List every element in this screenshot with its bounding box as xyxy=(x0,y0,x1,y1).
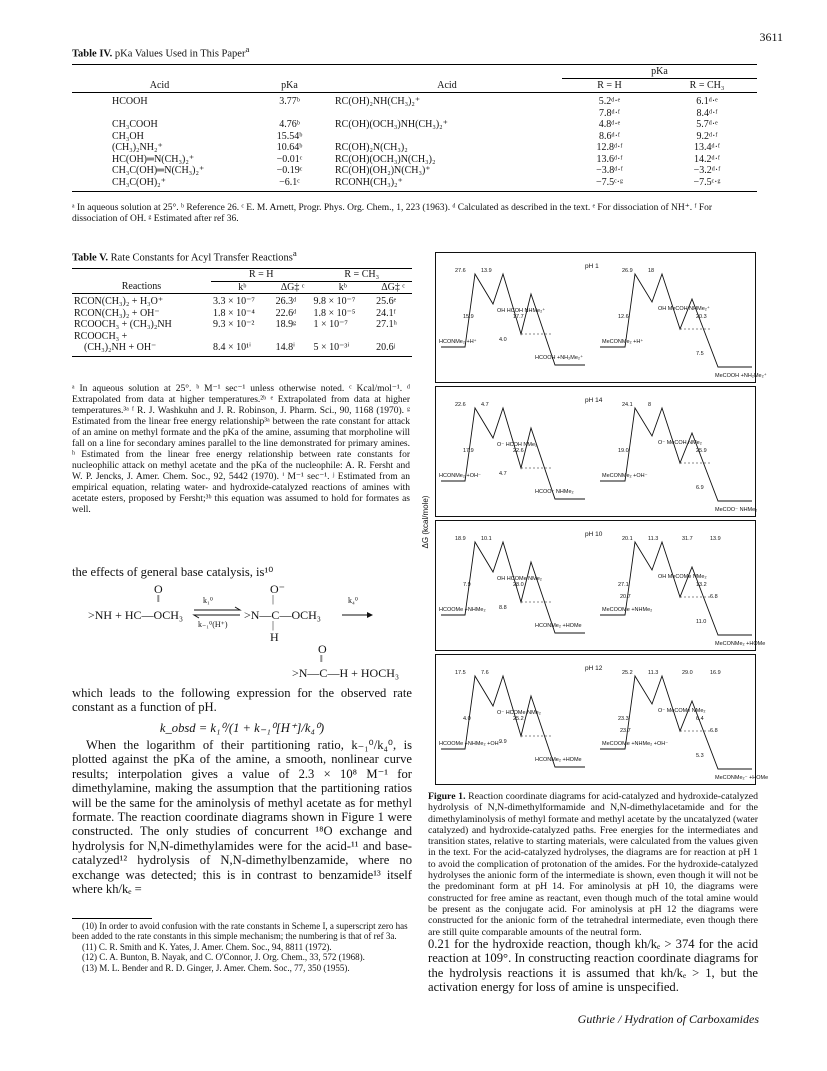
cell: HCOOH xyxy=(112,96,148,107)
panel-ph-label: pH 1 xyxy=(585,263,599,270)
energy-value-label: 6.4 xyxy=(696,716,704,722)
table4-caption-text: pKa Values Used in This Paper xyxy=(114,48,246,60)
cell: 12.8ᵈ·ᶠ xyxy=(596,142,623,153)
rate-equation: k_obsd = k₁⁰/(1 + k₋₁⁰[H⁺]/k₄⁰) xyxy=(159,721,325,735)
cell: −7.5ᶜ·ᵍ xyxy=(562,177,657,192)
cell: 26.3ᵈ xyxy=(275,296,297,307)
energy-value-label: 5.3 xyxy=(696,753,704,759)
cell: RCON(CH₃)₂ + OH⁻ xyxy=(74,307,160,319)
cell: 15.54ᵇ xyxy=(276,130,303,142)
energy-value-label: 7.9 xyxy=(463,582,471,588)
reference-13: (13) M. L. Bender and R. D. Ginger, J. Amer. Chem. Soc., 77, 350 (1955). xyxy=(82,962,350,973)
energy-value-label: 24.1 xyxy=(622,402,633,408)
cell: 8.6ᵈ·ᶠ xyxy=(598,130,621,142)
cell: 20.6ʲ xyxy=(374,342,412,356)
cell xyxy=(311,331,374,343)
cell: 13.6ᵈ·ᶠ xyxy=(596,153,623,165)
table5 xyxy=(72,268,412,357)
right-product-label: MeCONMe₂⁻ +HOMe xyxy=(715,775,769,781)
left-product-label: HCOOH +NH₂Me₂⁺ xyxy=(535,355,583,361)
left-product-label: HCOO⁻ NHMe₂ xyxy=(535,489,574,495)
table5-caption-sup: a xyxy=(292,248,297,258)
general-base-line: the effects of general base catalysis, is¹⁰ xyxy=(72,565,274,579)
cell: 24.1ᶠ xyxy=(376,307,396,319)
cell: HC(OH)═N(CH₃)₂⁺ xyxy=(112,153,195,165)
figure-y-axis-label xyxy=(421,472,435,572)
right-paragraph: 0.21 for the hydroxide reaction, though kh/kₑ > 374 for the acid reaction at 109°. In constructing reaction coordinate diagrams for the hydrolysis reactions it is assumed that kh/kₑ > 1, but the activation energy for loss of amine is unspecified. xyxy=(428,937,758,995)
table5-rh-header: R = H xyxy=(211,269,312,282)
scheme-oxygen-1: O xyxy=(154,582,163,596)
left-reactant-label: HCONMe₂ +H⁺ xyxy=(439,339,477,345)
energy-value-label: 4.7 xyxy=(481,402,489,408)
cell: −6.1ᶜ xyxy=(247,177,332,192)
energy-value-label: 18 xyxy=(648,268,655,274)
cell xyxy=(211,331,274,343)
running-footer: Guthrie / Hydration of Carboxamides xyxy=(577,1012,759,1026)
table4-caption-sup: a xyxy=(245,44,250,54)
table-row xyxy=(72,319,412,331)
table5-footnote: ᵃ In aqueous solution at 25°. ᵇ M⁻¹ sec⁻¹ unless otherwise noted. ᶜ Kcal/mol⁻¹. ᵈ Extrapolated from data at higher temperatures.²ᵇ ᵉ Extrapolated from data at higher temperatures.³ᵃ ᶠ R. J. Washkuhn and J. R. Robinson, J. Pharm. Sci., 90, 1168 (1970). ᵍ Estimated from the linear free energy relationship³ᵃ between the rate constant for attack of an amine on methyl formate and the pKa of the amine, assuming that morpholine will fall on a line for secondary amines parallel to the line demonstrated for primary amines. ʰ Estimated from the linear free energy relationship between rate constants for nucleophilic attack on methyl acetate and the pKa of the nucleophile: A. R. Fersht and W. P. Jencks, J. Amer. Chem. Soc., 92, 5442 (1970). ⁱ M⁻¹ sec⁻¹. ʲ Estimated from an empirical equation, relating water- and hydroxide-catalyzed reactions of amines with acetate esters, proposed by Fersht;³ᵇ this equation was assumed to hold for formates as well. xyxy=(72,384,410,515)
main-paragraph: When the logarithm of their partitioning ratio, k₋₁⁰/k₄⁰, is plotted against the pKa of the amine, a smooth, nonlinear curve results; interpolation gives a value of 2.3 × 10⁸ M⁻¹ for dimethylamine, making the assumption that the partitioning ratios will be the same for the aminolysis of methyl acetate as for methyl formate. The reaction coordinate diagrams shown in Figure 1 were constructed. The only studies of concurrent ¹⁸O exchange and hydrolysis for N,N-dimethylamides were for the acid-¹¹ and base-catalyzed¹² hydrolysis of N,N-dimethylbenzamide, where no exchange was detected; this is in contrast to benzamide¹³ itself where kh/kₑ = xyxy=(72,738,412,897)
cell: −7.5ᶜ·ᵍ xyxy=(657,177,757,192)
scheme-k1: k₁⁰ xyxy=(203,596,213,605)
cell: 25.6ᵉ xyxy=(376,296,397,307)
right-intermediate-label: O⁻ MeCOMe NMe₂ xyxy=(658,708,706,714)
energy-curve-right xyxy=(600,542,752,635)
cell: 8.4ᵈ·ᶠ xyxy=(696,107,718,119)
right-reactant-label: MeCONMe₂ +H⁺ xyxy=(602,339,644,345)
right-reactant-label: MeCONMe₂ +OH⁻ xyxy=(602,473,648,479)
left-reactant-label: HCONMe₂ +OH⁻ xyxy=(439,473,481,479)
table-row xyxy=(72,108,757,120)
energy-value-label: 10.1 xyxy=(481,536,492,542)
figure-caption-text: Reaction coordinate diagrams for acid-catalyzed and hydroxide-catalyzed hydrolysis of N,N-dimethylformamide and N,N-dimethylacetamide and for the dimethylaminolysis of methyl formate and methyl acetate by the uncatalyzed (water catalyzed) and hydroxide-catalyzed paths. Free energies for the intermediates and transition states, relative to starting materials, were calculated from the values given in the text. For the acid-catalyzed hydrolyses, the diagrams are for reaction at pH 1 to avoid the complication of protonation of the amides. For the hydroxide-catalyzed hydrolyses the anionic form of the intermediate is shown, even though it will not be the predominant form at pH 14. For aminolysis at pH 10, the diagrams were constructed for free amine as reactant, even though much of the total amine would be present as the conjugate acid. For aminolysis at pH 12 the diagrams were constructed for the anionic form of the tetrahedral intermediate, even though there are still quite comparable amounts of the neutral form. xyxy=(428,791,759,938)
energy-value-label: 20.7 xyxy=(620,594,631,600)
energy-value-label: 9.9 xyxy=(499,739,507,745)
energy-value-label: 7.6 xyxy=(481,670,489,676)
energy-value-label: 11.3 xyxy=(648,536,659,542)
left-product-label: HCONMe₂ +HOMe xyxy=(535,623,582,629)
cell: 1.8 × 10⁻⁴ xyxy=(212,307,255,319)
scheme-double-bond: ‖ xyxy=(157,594,160,605)
cell: 10.64ᵇ xyxy=(276,142,303,153)
table5-dg1-header: ΔG‡ ᶜ xyxy=(274,281,312,294)
energy-curve-right xyxy=(600,408,752,501)
energy-value-label: 8.8 xyxy=(499,605,507,611)
reference-10: (10) In order to avoid confusion with the rate constants in Scheme I, a superscript zero has been added to the rate constants in this simple mechanism; the numbering is that of ref 3a. xyxy=(72,921,408,942)
table4-caption xyxy=(72,44,249,60)
cell xyxy=(374,331,412,343)
energy-value-label: 17.7 xyxy=(513,314,524,320)
energy-value-label: 11.3 xyxy=(648,670,659,676)
forward-arrow-icon xyxy=(340,610,376,620)
energy-value-label: 15.9 xyxy=(463,314,474,320)
energy-value-label: 6.8 xyxy=(710,594,718,600)
energy-value-label: 4.0 xyxy=(463,716,471,722)
panel-ph-label: pH 10 xyxy=(585,531,603,538)
panel-ph-label: pH 12 xyxy=(585,665,603,672)
cell: 5 × 10⁻³ⁱ xyxy=(311,342,374,356)
figure-caption-label: Figure 1. xyxy=(428,791,466,802)
right-product-label: MeCONMe₂ +HOMe xyxy=(715,641,766,647)
cell: (CH₃)₂NH + OH⁻ xyxy=(72,342,211,356)
table-row xyxy=(72,308,412,320)
cell: RCONH(CH₃)₂⁺ xyxy=(332,177,562,192)
scheme-single-bond: | xyxy=(272,594,275,605)
cell: 5.7ᵈ·ᵉ xyxy=(696,119,718,130)
cell: −0.01ᶜ xyxy=(276,153,303,165)
cell xyxy=(247,108,332,120)
cell: 3.3 × 10⁻⁷ xyxy=(212,296,255,307)
cell: 9.8 × 10⁻⁷ xyxy=(313,296,356,307)
energy-value-label: 23.3 xyxy=(618,716,629,722)
cell: 14.2ᵈ·ᶠ xyxy=(693,153,721,165)
energy-value-label: 31.7 xyxy=(682,536,693,542)
energy-value-label: 27.6 xyxy=(455,268,466,274)
cell: 9.3 × 10⁻² xyxy=(212,319,255,330)
energy-value-label: 4.0 xyxy=(499,337,507,343)
reaction-scheme xyxy=(72,582,412,682)
footnote-rule xyxy=(72,918,152,919)
left-intermediate-label: O⁻ HCOMe NMe₂ xyxy=(497,710,541,716)
left-intermediate-label: OH HCOH NHMe₂⁺ xyxy=(497,308,546,314)
reference-12: (12) C. A. Bunton, B. Nayak, and C. O'Connor, J. Org. Chem., 33, 572 (1968). xyxy=(82,952,365,963)
right-product-label: MeCOO⁻ NHMe₂ xyxy=(715,507,758,513)
cell xyxy=(274,331,312,343)
table5-k1-header: kᵇ xyxy=(211,281,274,294)
cell xyxy=(332,131,562,143)
table-row xyxy=(72,342,412,356)
table5-caption-text: Rate Constants for Acyl Transfer Reactions xyxy=(110,252,293,264)
cell: 4.76ᵇ xyxy=(279,119,300,130)
energy-value-label: 19.0 xyxy=(618,448,629,454)
left-intermediate-label: O⁻ HCOH NMe₂ xyxy=(497,442,538,448)
table4-acid1-header: Acid xyxy=(72,79,247,93)
table4-pka-header: pKa xyxy=(247,79,332,93)
cell: 13.4ᵈ·ᶠ xyxy=(693,142,721,153)
scheme-oxygen-2: O⁻ xyxy=(270,582,285,596)
energy-value-label: 22.6 xyxy=(455,402,466,408)
cell: RC(OH)(OCH₃)NH(CH₃)₂⁺ xyxy=(335,119,448,130)
left-reactant-label: HCOOMe +NHMe₂ xyxy=(439,607,486,613)
energy-value-label: 17.9 xyxy=(463,448,474,454)
scheme-intermediate: >N—C—OCH₃ xyxy=(244,608,321,622)
table5-caption-label: Table V. xyxy=(72,252,108,264)
energy-value-label: 12.6 xyxy=(618,314,629,320)
energy-value-label: 13.9 xyxy=(481,268,492,274)
cell: 8.4 × 10¹ⁱ xyxy=(211,342,274,356)
cell: 4.8ᵈ·ᵉ xyxy=(598,119,621,130)
right-intermediate-label: OH MeCOH NHMe₂⁺ xyxy=(658,306,710,312)
scheme-double-bond-2: ‖ xyxy=(320,654,323,665)
cell: RC(OH)(OH₂)N(CH₃)⁺ xyxy=(335,165,431,176)
table-row xyxy=(72,294,412,308)
left-product-label: HCONMe₂ +HOMe xyxy=(535,757,582,763)
panel-ph-label: pH 14 xyxy=(585,397,603,404)
cell xyxy=(72,108,247,120)
figure-1 xyxy=(421,252,769,788)
energy-value-label: 26.9 xyxy=(622,268,633,274)
table4-acid2-header: Acid xyxy=(332,79,562,93)
cell xyxy=(332,108,562,120)
left-reactant-label: HCOOMe +NHMe₂ +OH⁻ xyxy=(439,741,502,747)
energy-value-label: 13.2 xyxy=(696,582,707,588)
cell: 14.8ⁱ xyxy=(274,342,312,356)
cell: 1.8 × 10⁻⁵ xyxy=(313,307,356,319)
scheme-k4: k₄⁰ xyxy=(348,596,358,605)
lead-paragraph: which leads to the following expression for the observed rate constant as a function of pH. xyxy=(72,686,412,715)
energy-value-label: 8 xyxy=(648,402,652,408)
energy-curve-right xyxy=(600,676,752,769)
right-intermediate-label: OH MeCOMe NMe₂ xyxy=(658,574,707,580)
energy-value-label: 29.0 xyxy=(682,670,693,676)
table-row xyxy=(72,154,757,166)
cell: 9.2ᵈ·ᶠ xyxy=(696,130,718,142)
cell: −3.2ᵈ·ᶠ xyxy=(693,165,721,176)
left-intermediate-label: OH HCOMe NMe₂ xyxy=(497,576,542,582)
energy-value-label: 25.2 xyxy=(513,716,524,722)
scheme-hydrogen: H xyxy=(270,630,279,644)
references xyxy=(72,921,412,973)
right-reactant-label: MeCOOMe +NHMe₂ +OH⁻ xyxy=(602,741,669,747)
energy-value-label: 16.9 xyxy=(710,670,721,676)
table4-footnote: ᵃ In aqueous solution at 25°. ᵇ Reference 26. ᶜ E. M. Arnett, Progr. Phys. Org. Chem., 1, 223 (1963). ᵈ Calculated as described in the text. ᵉ For dissociation of NH⁺. ᶠ For dissociation of OH. ᵍ Estimated after ref 36. xyxy=(72,203,713,224)
table-row xyxy=(72,93,757,108)
cell: 6.1ᵈ·ᵉ xyxy=(696,96,718,107)
table-row xyxy=(72,131,757,143)
cell: CH₃OH xyxy=(112,130,144,142)
cell: RC(OH)₂NH(CH₃)₂⁺ xyxy=(335,96,421,107)
cell: (CH₃)₂NH₂⁺ xyxy=(112,142,163,153)
figure-panels xyxy=(435,252,769,788)
cell: 22.6ᵈ xyxy=(275,307,297,319)
table4-rch3-header: R = CH₃ xyxy=(657,79,757,93)
energy-value-label: 6.8 xyxy=(710,728,718,734)
scheme-products: >N—C—H + HOCH₃ xyxy=(292,666,400,680)
cell: CH₃C(OH)₂⁺ xyxy=(72,177,247,192)
cell: −3.8ᵈ·ᶠ xyxy=(596,165,623,176)
energy-value-label: 25.2 xyxy=(622,670,633,676)
cell: 18.9ᵍ xyxy=(275,319,297,330)
table4-rh-header: R = H xyxy=(562,79,657,93)
energy-value-label: 6.9 xyxy=(696,485,704,491)
energy-value-label: 25.9 xyxy=(696,448,707,454)
energy-value-label: 11.0 xyxy=(696,619,707,625)
cell: 27.1ʰ xyxy=(376,319,397,330)
table5-reactions-header: Reactions xyxy=(72,281,211,294)
table5-rch3-header: R = CH₃ xyxy=(311,269,412,282)
energy-value-label: 4.7 xyxy=(499,471,507,477)
cell: 1 × 10⁻⁷ xyxy=(313,319,348,330)
energy-value-label: 13.9 xyxy=(710,536,721,542)
y-axis-label-text: ΔG (kcal/mole) xyxy=(421,495,430,549)
cell: CH₃C(OH)═N(CH₃)₂⁺ xyxy=(112,165,205,176)
energy-value-label: 27.1 xyxy=(618,582,629,588)
table4-pka-group-header: pKa xyxy=(562,65,757,79)
cell: RC(OH)₂N(CH₃)₂ xyxy=(335,142,408,153)
table5-k2-header: kᵇ xyxy=(311,281,374,294)
cell: CH₃COOH xyxy=(112,119,158,130)
energy-value-label: 22.6 xyxy=(513,448,524,454)
energy-value-label: 7.5 xyxy=(696,351,704,357)
table-row xyxy=(72,165,757,177)
energy-value-label: 17.5 xyxy=(455,670,466,676)
right-product-label: MeCOOH +NH₂Me₂⁺ xyxy=(715,373,767,379)
figure-caption xyxy=(428,791,758,938)
table-row xyxy=(72,142,757,154)
scheme-k-minus-1: k₋₁⁰(H⁺) xyxy=(198,620,228,629)
table4-caption-label: Table IV. xyxy=(72,48,113,60)
table5-dg2-header: ΔG‡ ᶜ xyxy=(374,281,412,294)
scheme-oxygen-3: O xyxy=(318,642,327,656)
cell: RC(OH)(OCH₃)N(CH₃)₂ xyxy=(335,153,436,165)
cell: −0.19ᶜ xyxy=(276,165,303,176)
energy-value-label: 28.0 xyxy=(513,582,524,588)
right-intermediate-label: O⁻ MeCOH NMe₂ xyxy=(658,440,702,446)
energy-value-label: 20.3 xyxy=(696,314,707,320)
table-row xyxy=(72,177,757,192)
cell: 5.2ᵈ·ᵉ xyxy=(598,96,621,107)
table5-caption xyxy=(72,248,297,264)
right-reactant-label: MeCOOMe +NHMe₂ xyxy=(602,607,653,613)
reference-11: (11) C. R. Smith and K. Yates, J. Amer. Chem. Soc., 94, 8811 (1972). xyxy=(82,941,332,952)
cell: 3.77ᵇ xyxy=(279,96,300,107)
energy-curve-right xyxy=(600,274,752,367)
table-row xyxy=(72,119,757,131)
energy-value-label: 18.9 xyxy=(455,536,466,542)
energy-value-label: 20.1 xyxy=(622,536,633,542)
cell: RCON(CH₃)₂ + H₃O⁺ xyxy=(74,296,164,307)
scheme-single-bond-2: | xyxy=(272,620,275,631)
page-number: 3611 xyxy=(759,30,783,44)
scheme-reactants: >NH + HC—OCH₃ xyxy=(88,608,184,622)
cell: 7.8ᵈ·ᶠ xyxy=(598,107,621,119)
table4 xyxy=(72,64,757,192)
energy-value-label: 23.7 xyxy=(620,728,631,734)
cell: RCOOCH₃ + xyxy=(74,330,128,342)
cell: RCOOCH₃ + (CH₃)₂NH xyxy=(74,319,172,330)
table-row xyxy=(72,331,412,343)
